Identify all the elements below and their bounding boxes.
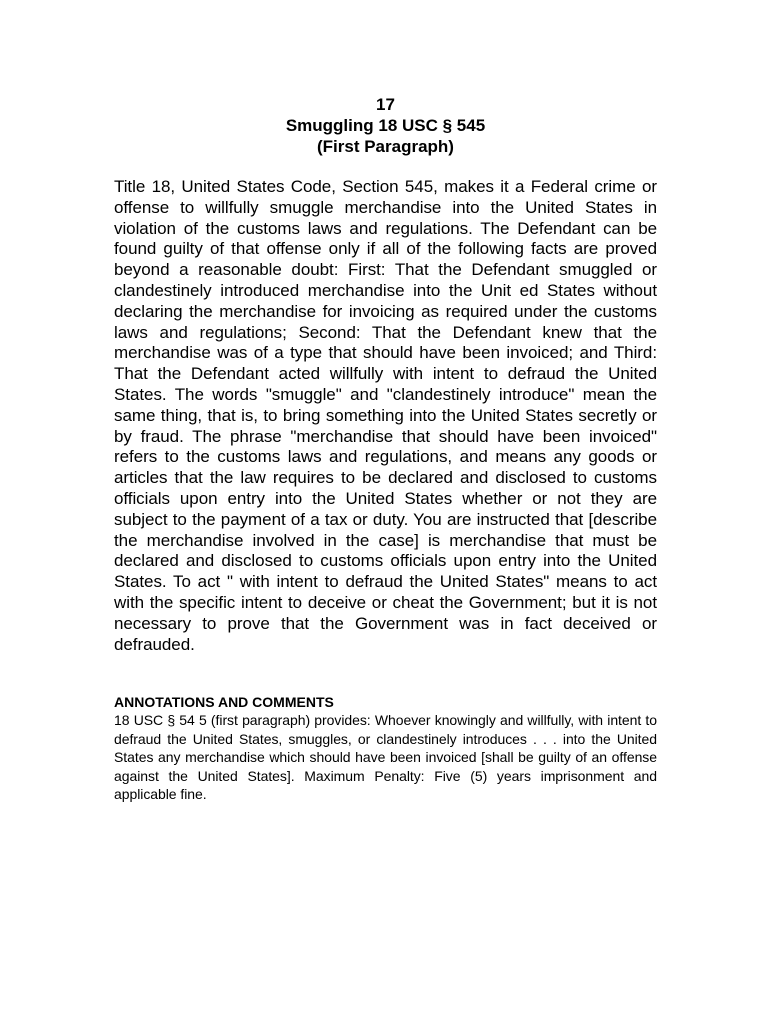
document-subtitle: (First Paragraph) [317, 137, 454, 156]
annotations-title: ANNOTATIONS AND COMMENTS [114, 694, 334, 711]
instruction-body: Title 18, United States Code, Section 545, makes it a Federal crime or offense to willfully smuggle merchandise into the United States in violation of the customs laws and regulations. The Defendant can be found guilty of that offense only if all of the following facts are proved beyond a reasonable doubt: First: That the Defendant smuggled or clandestinely introduced merchandise into the Unit ed States without declaring the merchandise for invoicing as required under the customs laws and regulations; Second: That the Defendant knew that the merchandise was of a type that should have been invoiced; and Third: That the Defendant acted willfully with intent to defraud the United States. The words "smuggle" and "clandestinely introduce" mean the same thing, that is, to bring something into the United States secretly or by fraud. The phrase "merchandise that should have been invoiced" refers to the customs laws and regulations, and means any goods or articles that the law requires to be declared and disclosed to customs officials upon entry into the United States whether or not they are subject to the payment of a tax or duty. You are instructed that [describe the merchandise involved in the case] is merchandise that must be declared and disclosed to customs officials upon entry into the United States. To act " with intent to defraud the United States" means to act with the specific intent to deceive or cheat the Government; but it is not necessary to prove that the Government was in fact deceived or defrauded. [114, 177, 657, 654]
document-page [114, 94, 657, 804]
section-number: 17 [376, 95, 395, 114]
document-title: Smuggling 18 USC § 545 [285, 116, 486, 135]
annotations-text: 18 USC § 54 5 (first paragraph) provides: Whoever knowingly and willfully, with intent to defraud the United States, smuggles, or clandestinely introduces . . . into the United States any merchandise which should have been invoiced [shall be guilty of an offense against the United States]. Maximum Penalty: Five (5) years imprisonment and applicable fine. [114, 712, 657, 803]
document-heading [114, 94, 657, 157]
